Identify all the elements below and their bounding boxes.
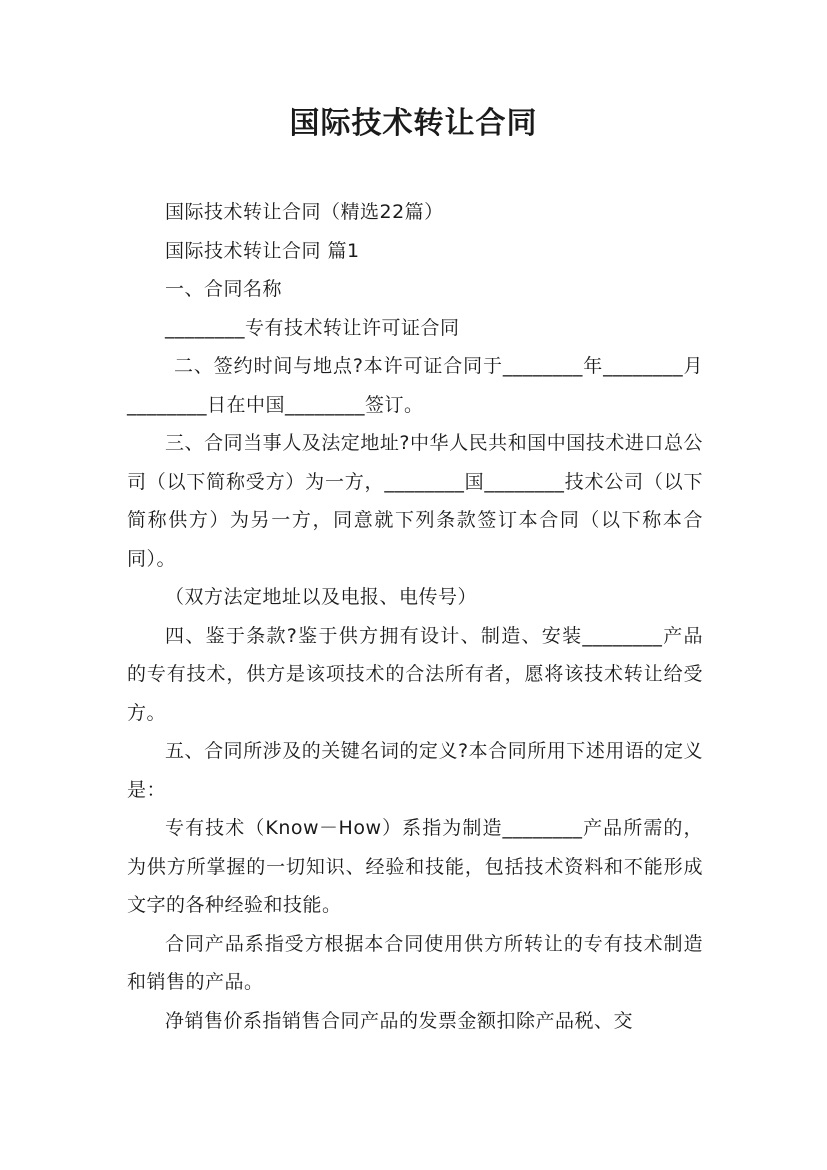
paragraph-contract-product-definition: 合同产品系指受方根据本合同使用供方所转让的专有技术制造和销售的产品。 [127, 932, 703, 993]
paragraph-collection-title: 国际技术转让合同（精选22篇） [165, 201, 444, 223]
paragraph-definitions: 五、合同所涉及的关键名词的定义?本合同所用下述用语的定义是： [127, 740, 703, 801]
paragraph-section-heading: 国际技术转让合同 篇1 [165, 239, 360, 262]
document-title: 国际技术转让合同 [289, 106, 538, 141]
paragraph-addresses-note: （双方法定地址以及电报、电传号） [165, 586, 478, 608]
paragraph-recitals: 四、鉴于条款?鉴于供方拥有设计、制造、安装________产品的专有技术，供方是该项技术的合法所有者，愿将该技术转让给受方。 [127, 624, 703, 724]
paragraph-contract-name: ________专有技术转让许可证合同 [165, 316, 460, 339]
paragraph-know-how-definition: 专有技术（Know－How）系指为制造________产品所需的，为供方所掌握的一切知识、经验和技能，包括技术资料和不能形成文字的各种经验和技能。 [127, 817, 703, 916]
document-body [127, 193, 703, 1040]
paragraph-parties: 三、合同当事人及法定地址?中华人民共和国中国技术进口总公司（以下简称受方）为一方，________国________技术公司（以下简称供方）为另一方，同意就下列条款签订本合同（以下称本合同）。 [127, 432, 703, 570]
paragraph-signing-time: 二、签约时间与地点?本许可证合同于________年________月________日在中国________签订。 [127, 355, 703, 416]
paragraph-contract-name-heading: 一、合同名称 [165, 278, 283, 300]
paragraph-net-sales-price: 净销售价系指销售合同产品的发票金额扣除产品税、交 [165, 1009, 634, 1032]
